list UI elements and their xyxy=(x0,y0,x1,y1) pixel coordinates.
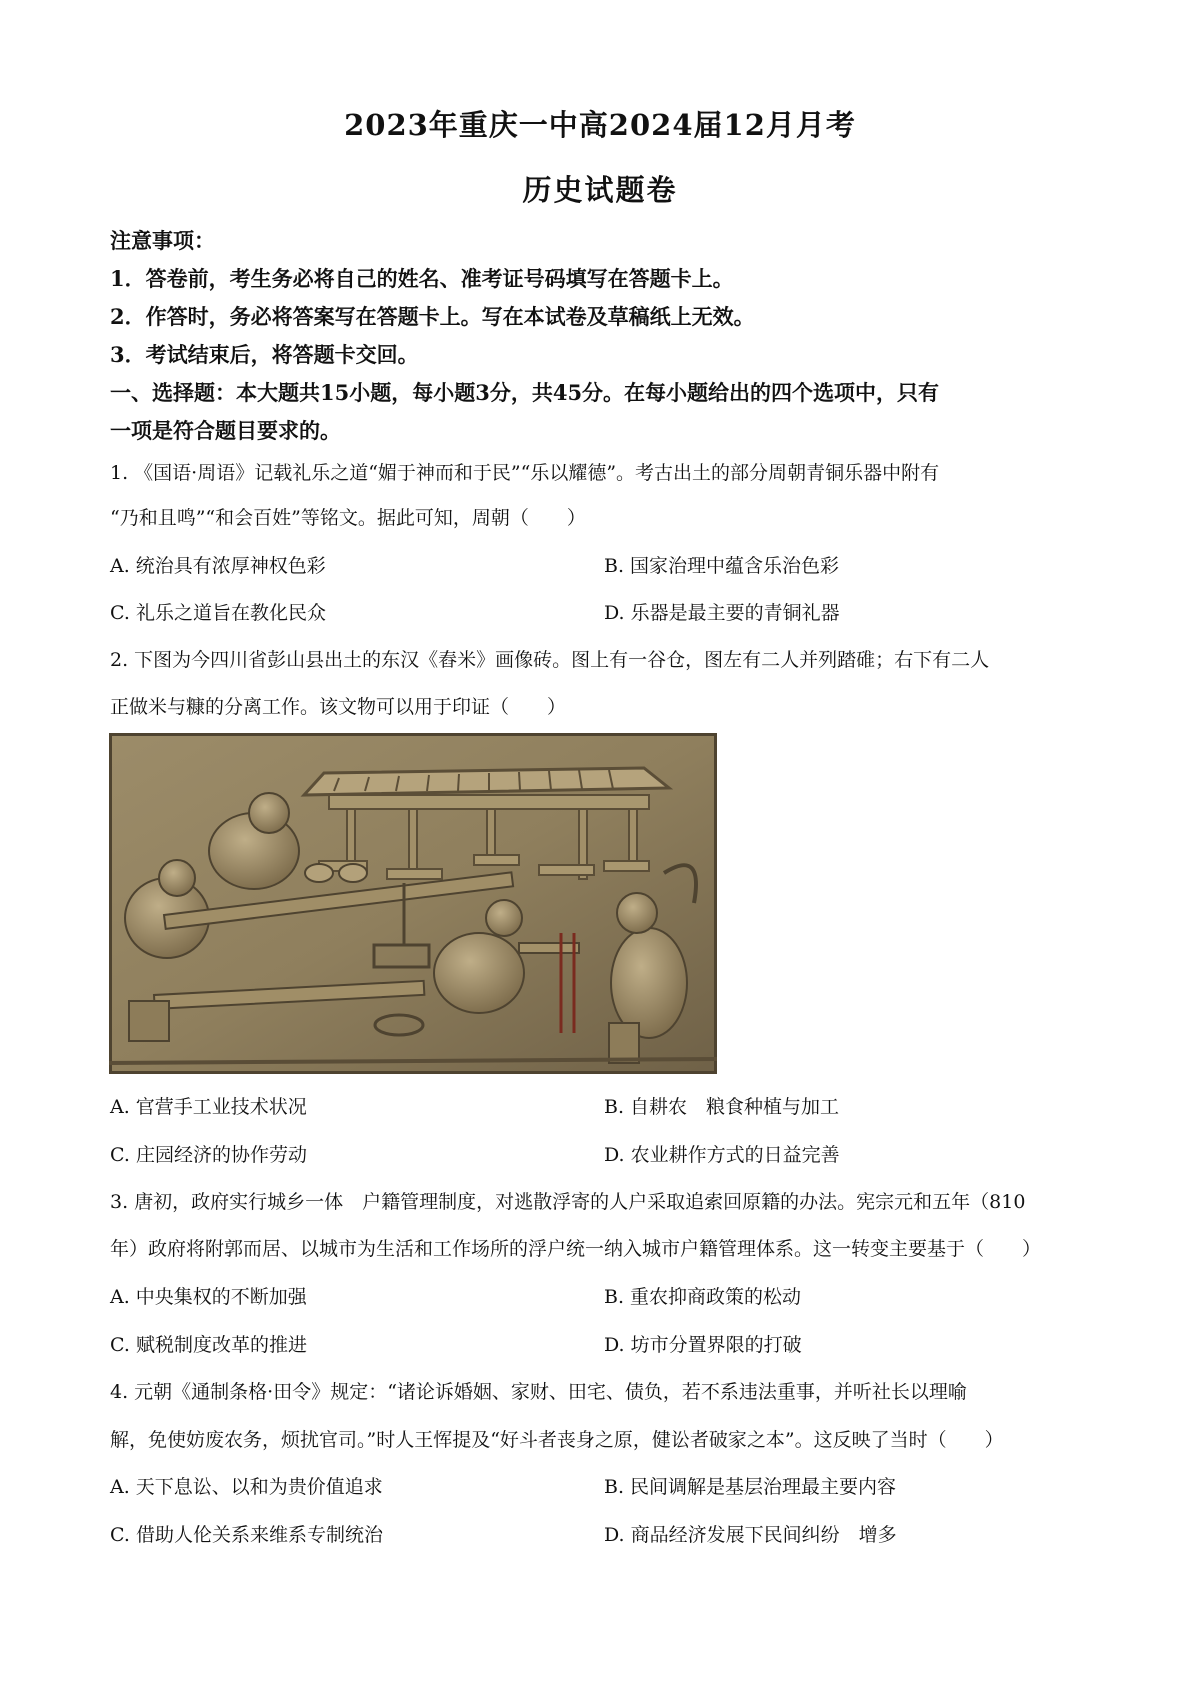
option-d[interactable]: D. 乐器是最主要的青铜礼器 xyxy=(604,602,840,624)
option-d[interactable]: D. 农业耕作方式的日益完善 xyxy=(604,1144,840,1166)
notice-item: 2．作答时，务必将答案写在答题卡上。写在本试卷及草稿纸上无效。 xyxy=(110,304,755,329)
option-c[interactable]: C. 庄园经济的协作劳动 xyxy=(110,1144,307,1166)
notice-heading: 注意事项： xyxy=(110,228,215,253)
question-stem: 年）政府将附郭而居、以城市为生活和工作场所的浮户统一纳入城市户籍管理体系。这一转变主要基于（ ） xyxy=(110,1238,1042,1260)
question-stem: 4. 元朝《通制条格·田令》规定：“诸论诉婚姻、家财、田宅、债负，若不系违法重事，并听社长以理喻 xyxy=(110,1381,967,1403)
option-a[interactable]: A. 官营手工业技术状况 xyxy=(110,1096,307,1118)
question-stem: 正做米与糠的分离工作。该文物可以用于印证（ ） xyxy=(110,696,567,718)
question-stem: 1. 《国语·周语》记载礼乐之道“媚于神而和于民”“乐以耀德”。考古出土的部分周朝青铜乐器中附有 xyxy=(110,462,940,484)
option-a[interactable]: A. 统治具有浓厚神权色彩 xyxy=(110,555,326,577)
exam-subtitle: 历史试题卷 xyxy=(522,173,678,207)
exam-title: 2023年重庆一中高2024届12月月考 xyxy=(344,108,856,142)
notice-item: 1．答卷前，考生务必将自己的姓名、准考证号码填写在答题卡上。 xyxy=(110,266,734,291)
notice-item: 3．考试结束后，将答题卡交回。 xyxy=(110,342,419,367)
option-d[interactable]: D. 商品经济发展下民间纠纷 增多 xyxy=(604,1524,897,1546)
section-heading: 一项是符合题目要求的。 xyxy=(110,418,341,443)
option-c[interactable]: C. 赋税制度改革的推进 xyxy=(110,1334,307,1356)
option-a[interactable]: A. 天下息讼、以和为贵价值追求 xyxy=(110,1476,383,1498)
option-b[interactable]: B. 自耕农 粮食种植与加工 xyxy=(604,1096,840,1118)
option-a[interactable]: A. 中央集权的不断加强 xyxy=(110,1286,307,1308)
question-stem: 2. 下图为今四川省彭山县出土的东汉《舂米》画像砖。图上有一谷仓，图左有二人并列踏碓；右下有二人 xyxy=(110,649,990,671)
option-b[interactable]: B. 国家治理中蕴含乐治色彩 xyxy=(604,555,840,577)
question-stem: 解，免使妨废农务，烦扰官司。”时人王恽提及“好斗者丧身之原，健讼者破家之本”。这反映了当时（ ） xyxy=(110,1429,1004,1451)
option-c[interactable]: C. 借助人伦关系来维系专制统治 xyxy=(110,1524,383,1546)
section-heading: 一、选择题：本大题共15小题，每小题3分，共45分。在每小题给出的四个选项中，只有 xyxy=(110,380,940,405)
question-stem: “乃和且鸣”“和会百姓”等铭文。据此可知，周朝（ ） xyxy=(110,507,586,529)
option-c[interactable]: C. 礼乐之道旨在教化民众 xyxy=(110,602,326,624)
question-stem: 3. 唐初，政府实行城乡一体 户籍管理制度，对逃散浮寄的人户采取追索回原籍的办法。宪宗元和五年（810 xyxy=(110,1191,1026,1213)
option-d[interactable]: D. 坊市分置界限的打破 xyxy=(604,1334,802,1356)
option-b[interactable]: B. 重农抑商政策的松动 xyxy=(604,1286,802,1308)
han-rice-pounding-brick-image xyxy=(109,733,717,1074)
option-b[interactable]: B. 民间调解是基层治理最主要内容 xyxy=(604,1476,897,1498)
